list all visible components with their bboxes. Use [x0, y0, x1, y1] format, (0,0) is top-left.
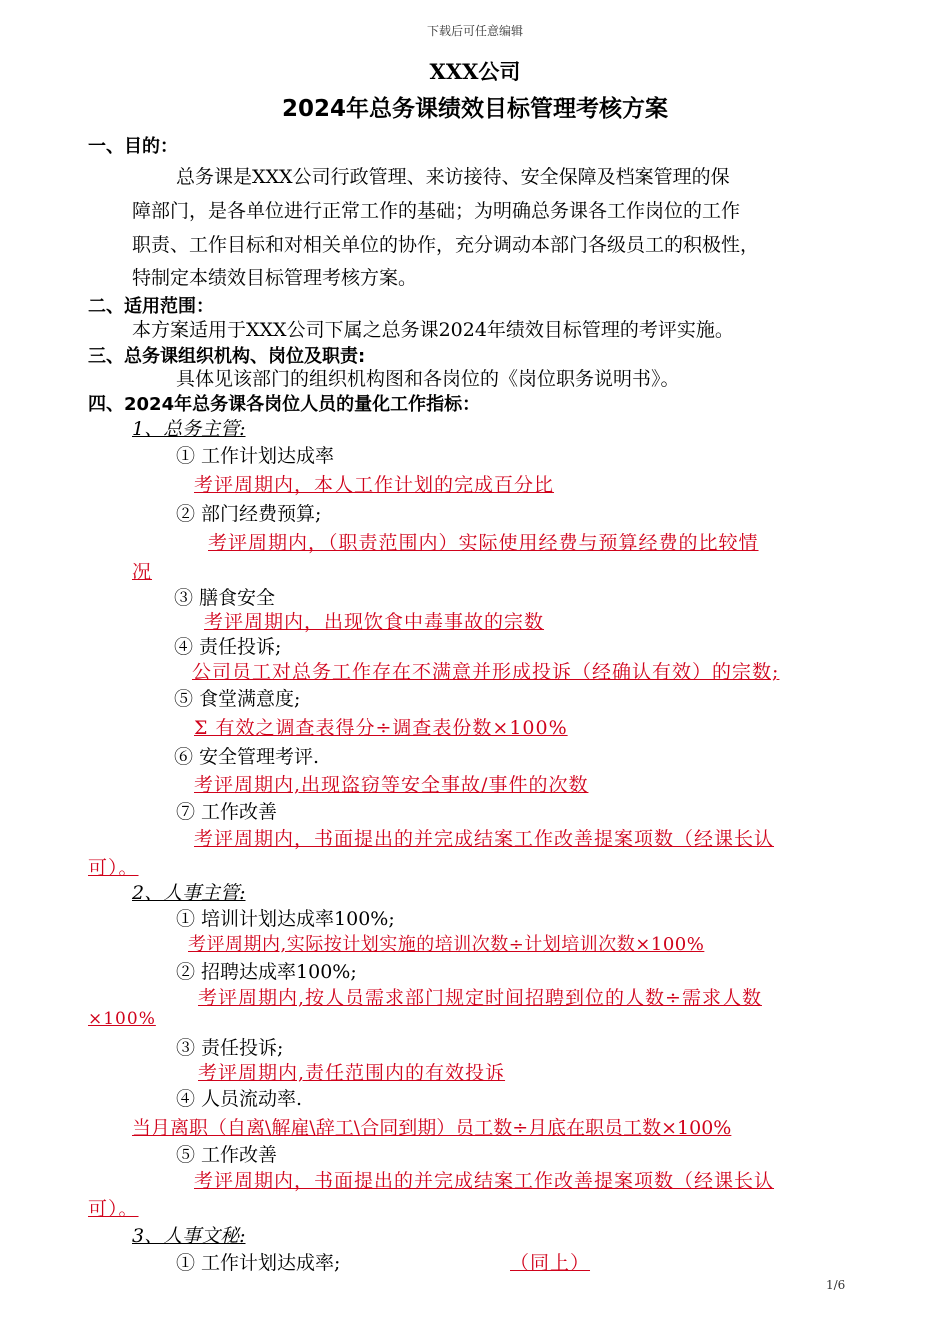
g1-desc-4: 公司员工对总务工作存在不满意并形成投诉（经确认有效）的宗数; — [192, 661, 780, 683]
section-2-text: 本方案适用于XXX公司下属之总务课2024年绩效目标管理的考评实施。 — [132, 319, 734, 341]
g1-item-2: ② 部门经费预算; — [176, 503, 322, 525]
g1-desc-7a: 考评周期内，书面提出的并完成结案工作改善提案项数（经课长认 — [194, 828, 775, 850]
g1-desc-5: Σ 有效之调查表得分÷调查表份数×100% — [194, 717, 568, 739]
g2-item-2: ② 招聘达成率100%; — [176, 961, 357, 983]
section-1-line-4: 特制定本绩效目标管理考核方案。 — [132, 267, 418, 289]
page-header: 下载后可任意编辑 — [426, 24, 523, 38]
g1-item-5: ⑤ 食堂满意度; — [174, 688, 301, 710]
g1-item-7: ⑦ 工作改善 — [176, 801, 278, 823]
section-1-line-2: 障部门，是各单位进行正常工作的基础；为明确总务课各工作岗位的工作 — [132, 200, 741, 222]
group-2-title: 2、人事主管: — [132, 882, 246, 904]
section-1-heading: 一、目的： — [88, 136, 178, 157]
g1-desc-2a: 考评周期内，（职责范围内）实际使用经费与预算经费的比较情 — [208, 532, 759, 554]
g1-desc-1: 考评周期内，本人工作计划的完成百分比 — [194, 474, 555, 496]
g2-item-4: ④ 人员流动率. — [176, 1088, 303, 1110]
g2-desc-1: 考评周期内,实际按计划实施的培训次数÷计划培训次数×100% — [188, 934, 705, 955]
g2-desc-2a: 考评周期内,按人员需求部门规定时间招聘到位的人数÷需求人数 — [198, 987, 762, 1009]
g2-desc-5a: 考评周期内，书面提出的并完成结案工作改善提案项数（经课长认 — [194, 1170, 775, 1192]
section-4-heading: 四、2024年总务课各岗位人员的量化工作指标： — [88, 394, 481, 415]
group-1-title: 1、总务主管: — [132, 418, 246, 440]
g2-item-3: ③ 责任投诉; — [176, 1037, 284, 1059]
section-1-line-3: 职责、工作目标和对相关单位的协作，充分调动本部门各级员工的积极性， — [132, 234, 760, 256]
g2-item-5: ⑤ 工作改善 — [176, 1144, 278, 1166]
section-3-heading: 三、总务课组织机构、岗位及职责: — [88, 346, 366, 367]
g1-item-6: ⑥ 安全管理考评. — [174, 746, 320, 768]
section-1-line-1: 总务课是XXX公司行政管理、来访接待、安全保障及档案管理的保 — [176, 166, 730, 188]
g2-desc-3: 考评周期内,责任范围内的有效投诉 — [198, 1062, 506, 1084]
g1-desc-3: 考评周期内，出现饮食中毒事故的宗数 — [204, 611, 545, 633]
g2-item-1: ① 培训计划达成率100%; — [176, 908, 395, 930]
g1-desc-6: 考评周期内,出现盗窃等安全事故/事件的次数 — [194, 774, 589, 796]
document-title: 2024年总务课绩效目标管理考核方案 — [281, 96, 668, 122]
section-3-text: 具体见该部门的组织机构图和各岗位的《岗位职务说明书》。 — [176, 368, 680, 390]
g1-item-1: ① 工作计划达成率 — [176, 445, 335, 467]
g1-item-4: ④ 责任投诉; — [174, 636, 282, 658]
g2-desc-2b: ×100% — [88, 1009, 156, 1029]
g1-desc-2b: 况 — [132, 561, 153, 583]
section-2-heading: 二、适用范围： — [88, 296, 214, 317]
g1-desc-7b: 可）。 — [88, 857, 139, 879]
g3-item-1: ① 工作计划达成率; — [176, 1252, 341, 1274]
g3-desc-1: （同上） — [510, 1252, 591, 1274]
g2-desc-5b: 可）。 — [88, 1198, 139, 1220]
page-number: 1/6 — [826, 1278, 846, 1292]
company-name: XXX公司 — [429, 59, 521, 84]
group-3-title: 3、人事文秘: — [132, 1225, 246, 1247]
g1-item-3: ③ 膳食安全 — [174, 587, 276, 609]
g2-desc-4: 当月离职（自离\解雇\辞工\合同到期）员工数÷月底在职员工数×100% — [132, 1117, 732, 1139]
